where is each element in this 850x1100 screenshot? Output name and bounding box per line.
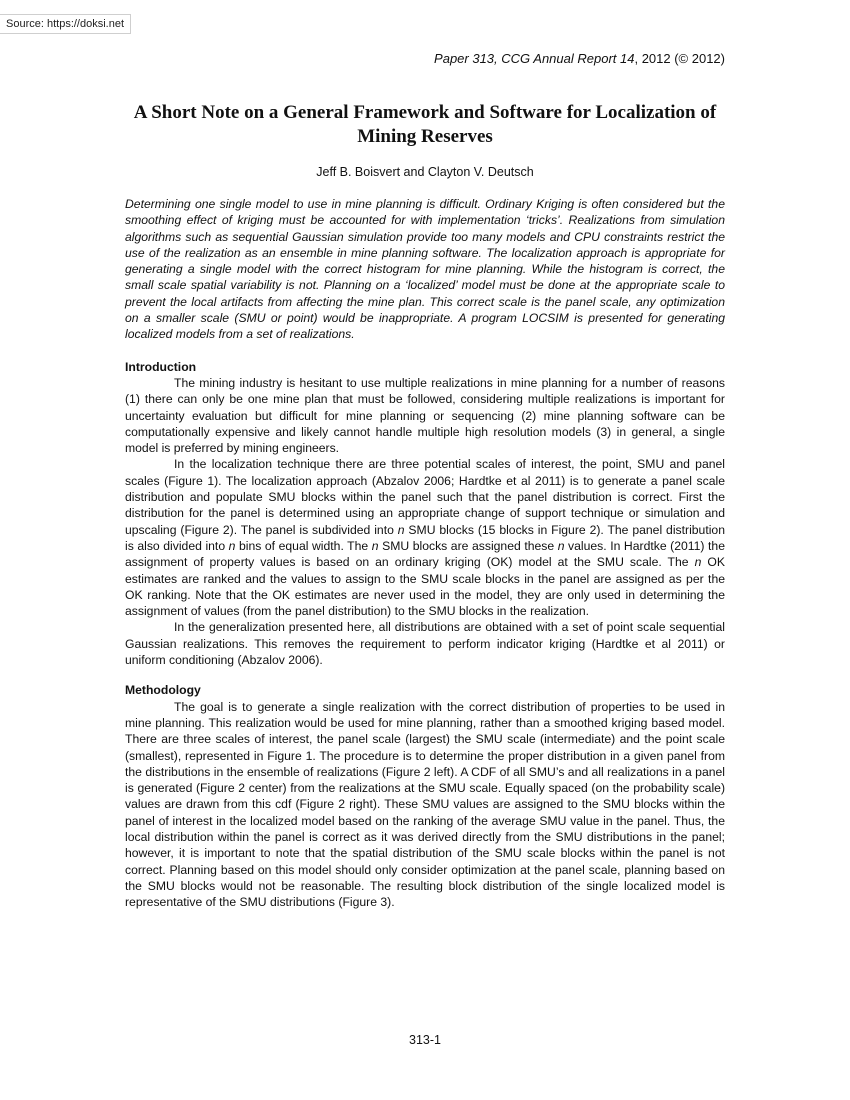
paper-year: , 2012 (© 2012) [634,51,725,66]
text-run: OK estimates are ranked and the values to assign to the SMU scale blocks in the panel are assigned as per the OK ranking. Note that the OK estimates are never used in the model, they are only used in determining the assignment of values (from the panel distribution) to the SMU blocks in the realization. [125,555,725,619]
paper-citation [434,51,725,66]
source-label: Source: https://doksi.net [0,14,131,34]
methodology-paragraph-1: The goal is to generate a single realization with the correct distribution of properties to be used in mine planning. This realization would be used for mine planning, rather than a smoothed kriging based model. There are three scales of interest, the panel scale (largest) the SMU scale (intermediate) and the point scale (smallest), represented in Figure 1. The procedure is to determine the proper distribution in a given panel from the distributions in the ensemble of realizations (Figure 2 left). A CDF of all SMU’s and all realizations in a panel is generated (Figure 2 center) from the realizations at the SMU scale. Equally spaced (on the probability scale) values are drawn from this cdf (Figure 2 right). These SMU values are assigned to the SMU blocks within the panel of interest in the localized model based on the ranking of the average SMU value in the panel. Thus, the local distribution within the panel is correct as it was derived directly from the SMU distributions in the panel; however, it is important to note that the spatial distribution of the SMU scale blocks within the panel is not correct. Planning based on this model should only consider optimization at the panel scale, planning based on the SMU blocks would not be reasonable. The resulting block distribution of the single localized model is representative of the SMU distributions (Figure 3). [125,699,725,910]
paper-title: A Short Note on a General Framework and Software for Localization of Mining Reserves [133,102,717,147]
methodology-heading: Methodology [125,683,201,698]
introduction-paragraph-1: The mining industry is hesitant to use multiple realizations in mine planning for a number of reasons (1) there can only be one mine plan that must be followed, considering multiple realizations is important for uncertainty evaluation but difficult for mine planning or sequencing (2) mine planning software can be computationally expensive and likely cannot handle multiple high resolution models (3) in general, a single model is preferred by mining engineers. [125,375,725,456]
paper-body [125,196,725,910]
section-gap [125,668,725,682]
introduction-paragraph-3: In the generalization presented here, all distributions are obtained with a set of point scale sequential Gaussian realizations. This removes the requirement to perform indicator kriging (Hardtke et al 2011) or uniform conditioning (Abzalov 2006). [125,620,725,668]
text-run: SMU blocks are assigned these [378,538,558,553]
abstract: Determining one single model to use in mine planning is difficult. Ordinary Kriging is often considered but the smoothing effect of kriging must be accounted for with implementation ‘tricks’. Realizations from simulation algorithms such as sequential Gaussian simulation provide too many models and CPU constraints restrict the use of the realization as an ensemble in mine planning software. The localization approach is appropriate for generating a single model with the correct histogram for mine planning. While the histogram is correct, the small scale spatial variability is not. Planning on a ‘localized’ model must be done at the appropriate scale to prevent the local artifacts from affecting the mine plan. This correct scale is the panel scale, any optimization on a smaller scale (SMU or point) would be inappropriate. A program LOCSIM is presented for generating localized models from a set of realizations. [125,197,725,342]
italic-n: n [228,538,236,553]
text-run: bins of equal width. The [235,538,372,553]
introduction-heading: Introduction [125,359,197,374]
page-number: 313-1 [409,1033,441,1047]
italic-n: n [371,538,379,553]
authors: Jeff B. Boisvert and Clayton V. Deutsch [316,165,534,179]
italic-n: n [557,538,565,553]
text-run: In the localization technique there are three potential scales of interest, the point, SMU and panel scales (Figure 1). The localization approach (Abzalov 2006; Hardtke et al 2011) is to generate a panel scale distribution and populate SMU blocks within the panel such that the panel distribution is correct. First the distribution for the panel is determined using an appropriate change of support technique or simulation and upscaling (Figure 2). The panel is subdivided into [125,457,725,537]
paper-reference: Paper 313, CCG Annual Report 14 [434,51,635,66]
text-run: values. In Hardtke (2011) the assignment of property values is based on an ordinary kriging (OK) model at the SMU scale. The [125,538,725,570]
italic-n: n [397,522,405,537]
text-run: SMU blocks (15 blocks in Figure 2). The panel distribution is also divided into [125,522,725,553]
italic-n: n [694,555,702,570]
introduction-paragraph-2 [125,456,725,619]
